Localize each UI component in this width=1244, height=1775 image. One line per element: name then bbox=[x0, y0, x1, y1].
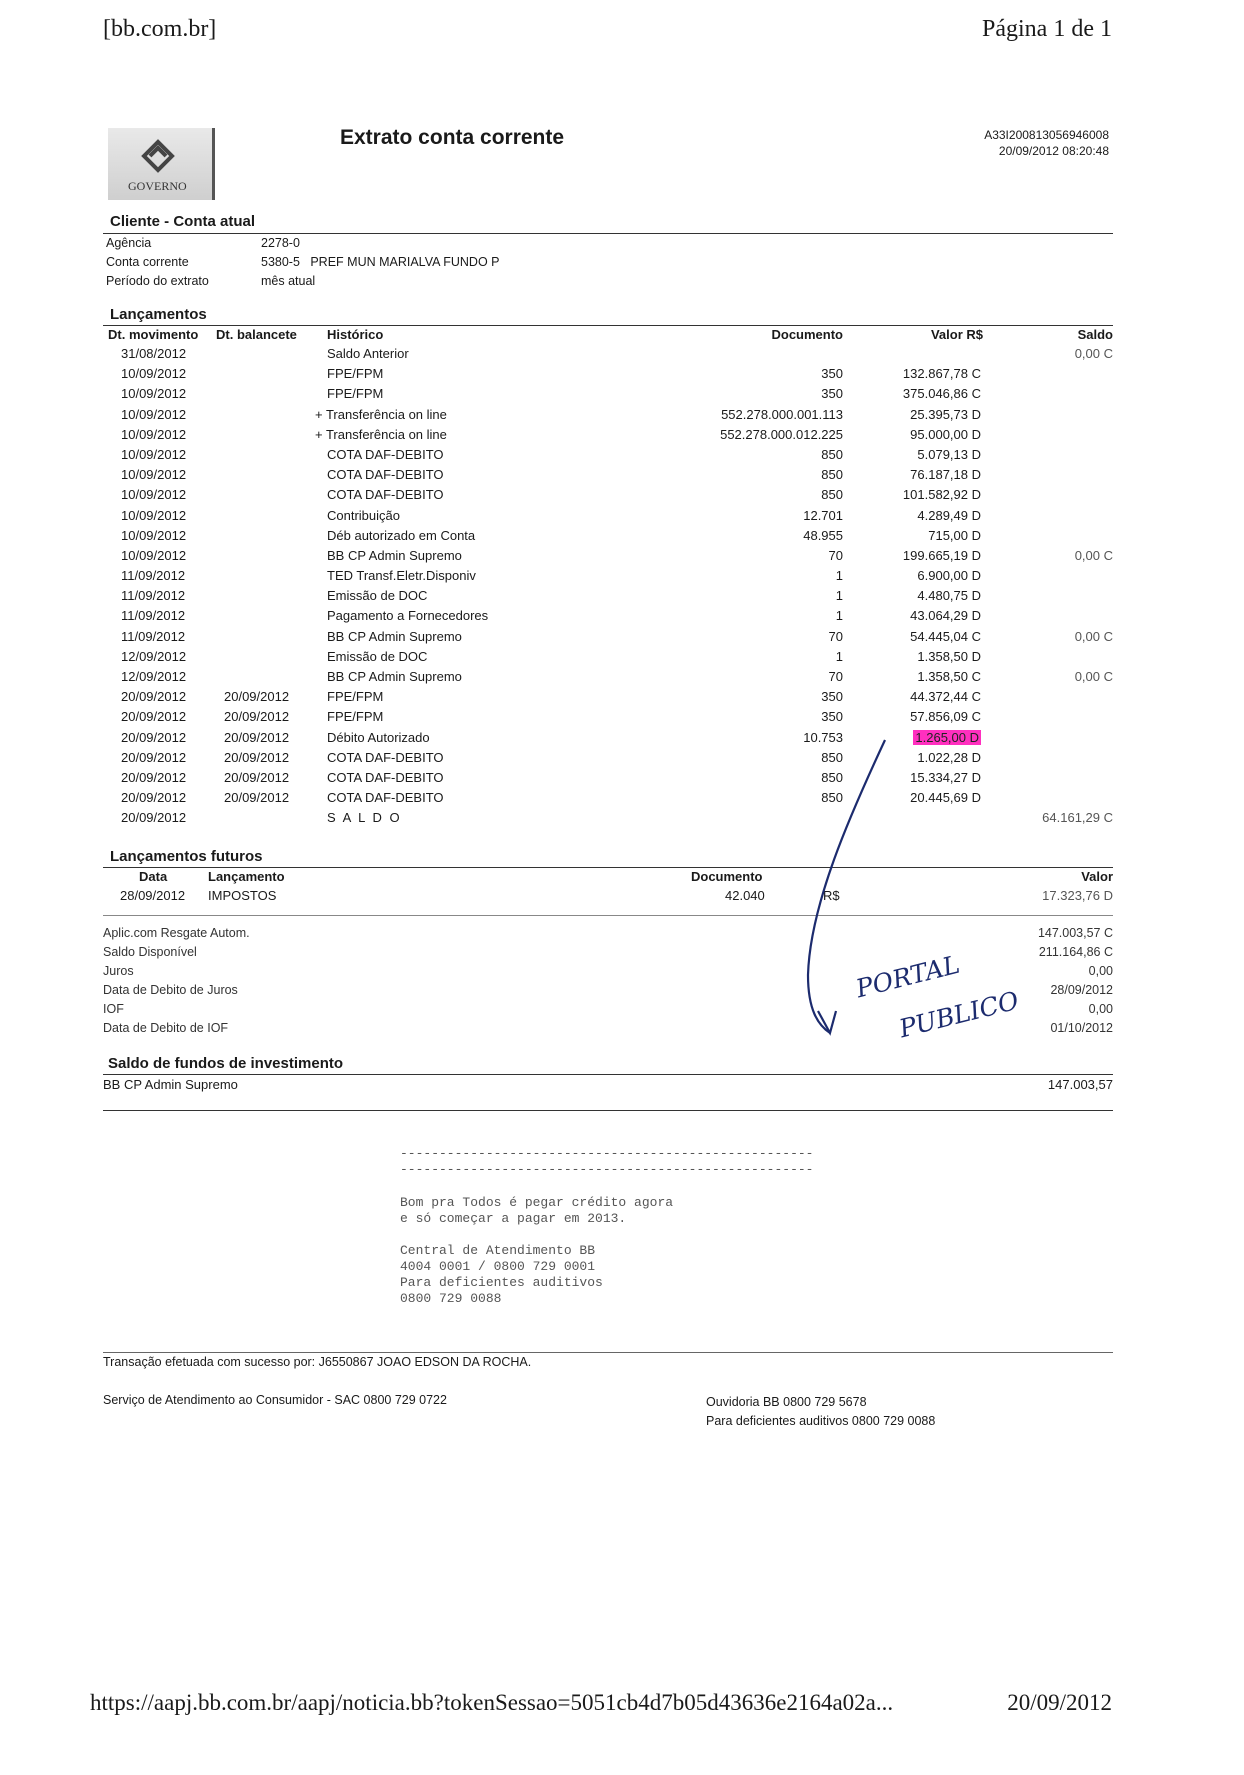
cell-dt-movimento: 12/09/2012 bbox=[121, 648, 187, 664]
cell-documento: 48.955 bbox=[803, 527, 843, 543]
cell-documento: 350 bbox=[821, 366, 843, 382]
cell-historico: + Transferência on line bbox=[315, 426, 447, 442]
notice-dashes-2: ----------------------------------------------------- bbox=[400, 1162, 814, 1177]
cell-historico: COTA DAF-DEBITO bbox=[327, 749, 444, 765]
cell-historico: COTA DAF-DEBITO bbox=[327, 769, 444, 785]
section-fundos: Saldo de fundos de investimento bbox=[108, 1055, 344, 1072]
summary-label: Juros bbox=[103, 964, 134, 978]
table-header bbox=[103, 327, 1113, 345]
cell-dt-movimento: 20/09/2012 bbox=[121, 729, 187, 745]
table-row bbox=[103, 528, 1113, 548]
page-header-pagination: Página 1 de 1 bbox=[982, 16, 1112, 42]
cell-dt-movimento: 20/09/2012 bbox=[121, 810, 187, 826]
document-datetime: 20/09/2012 08:20:48 bbox=[998, 144, 1109, 158]
cell-historico: FPE/FPM bbox=[327, 386, 384, 402]
col-dt-movimento: Dt. movimento bbox=[108, 327, 199, 342]
cell-dt-balancete: 20/09/2012 bbox=[224, 769, 290, 785]
cell-dt-balancete: 20/09/2012 bbox=[224, 749, 290, 765]
cell-dt-movimento: 20/09/2012 bbox=[121, 769, 187, 785]
summary-value: 147.003,57 C bbox=[1037, 926, 1113, 940]
col-valor: Valor bbox=[1081, 869, 1113, 884]
cell-dt-movimento: 10/09/2012 bbox=[121, 406, 187, 422]
table-row bbox=[103, 689, 1113, 709]
cell-historico: FPE/FPM bbox=[327, 689, 384, 705]
table-row bbox=[103, 548, 1113, 568]
cell-valor: 199.665,19 D bbox=[902, 547, 981, 563]
section-lancamentos: Lançamentos bbox=[110, 306, 207, 323]
cell-historico: Déb autorizado em Conta bbox=[327, 527, 476, 543]
field-value-periodo: mês atual bbox=[261, 274, 316, 288]
cliente-fields bbox=[106, 236, 806, 293]
cell-historico: BB CP Admin Supremo bbox=[327, 669, 462, 684]
logo-label: GOVERNO bbox=[128, 179, 187, 193]
table-row bbox=[103, 608, 1113, 628]
table-row bbox=[103, 568, 1113, 588]
section-cliente: Cliente - Conta atual bbox=[110, 213, 256, 230]
bank-logo bbox=[108, 128, 215, 200]
notice-line: 0800 729 0088 bbox=[400, 1291, 502, 1306]
summary-label: Data de Debito de Juros bbox=[103, 983, 238, 997]
fundo-label: BB CP Admin Supremo bbox=[103, 1077, 238, 1092]
cell-valor: 57.856,09 C bbox=[910, 709, 981, 725]
cell-historico: FPE/FPM bbox=[327, 709, 384, 725]
fundo-row bbox=[103, 1077, 1113, 1095]
cell-valor: 375.046,86 C bbox=[902, 386, 981, 402]
cell-valor: 25.395,73 D bbox=[910, 406, 981, 422]
futuro-valor: 17.323,76 D bbox=[1042, 888, 1113, 903]
summary-value: 0,00 bbox=[1088, 1002, 1113, 1016]
cell-dt-movimento: 11/09/2012 bbox=[121, 628, 186, 644]
cell-dt-movimento: 10/09/2012 bbox=[121, 527, 187, 543]
cell-documento: 12.701 bbox=[803, 507, 843, 523]
cell-documento: 850 bbox=[821, 790, 843, 806]
cell-dt-movimento: 10/09/2012 bbox=[121, 426, 187, 442]
notice-line bbox=[400, 1227, 673, 1243]
cell-historico: Saldo Anterior bbox=[327, 346, 409, 361]
table-row bbox=[103, 709, 1113, 729]
ouvidoria-line1: Ouvidoria BB 0800 729 5678 bbox=[706, 1395, 867, 1409]
col-data: Data bbox=[139, 869, 168, 884]
cell-valor: 44.372,44 C bbox=[910, 689, 981, 705]
transaction-status: Transação efetuada com sucesso por: J6550867 JOAO EDSON DA ROCHA. bbox=[103, 1355, 532, 1369]
cell-documento: 552.278.000.012.225 bbox=[720, 426, 843, 442]
cell-saldo: 0,00 C bbox=[1074, 628, 1113, 644]
summary-value: 01/10/2012 bbox=[1050, 1021, 1113, 1035]
summary-label: IOF bbox=[103, 1002, 124, 1016]
cell-documento: 70 bbox=[828, 547, 843, 563]
cell-valor: 76.187,18 D bbox=[910, 467, 981, 483]
cell-documento: 850 bbox=[821, 467, 843, 483]
cell-documento: 70 bbox=[828, 628, 843, 644]
cell-dt-movimento: 20/09/2012 bbox=[121, 749, 187, 765]
cell-dt-movimento: 20/09/2012 bbox=[121, 709, 187, 725]
notice-line: Para deficientes auditivos bbox=[400, 1275, 603, 1290]
cell-dt-movimento: 31/08/2012 bbox=[121, 346, 187, 361]
cell-historico: TED Transf.Eletr.Disponiv bbox=[327, 568, 476, 584]
summary-value: 211.164,86 C bbox=[1038, 945, 1113, 959]
cell-documento: 70 bbox=[828, 669, 843, 684]
sac-info: Serviço de Atendimento ao Consumidor - SAC 0800 729 0722 bbox=[103, 1393, 447, 1407]
cell-historico: BB CP Admin Supremo bbox=[327, 547, 462, 563]
divider bbox=[103, 1352, 1113, 1353]
col-dt-balancete: Dt. balancete bbox=[216, 327, 297, 342]
cell-dt-movimento: 20/09/2012 bbox=[121, 790, 187, 806]
col-historico: Histórico bbox=[327, 327, 384, 342]
cell-historico: S A L D O bbox=[327, 810, 402, 826]
field-value-agencia: 2278-0 bbox=[261, 236, 300, 250]
cell-valor: 1.358,50 C bbox=[917, 669, 981, 684]
cell-documento: 1 bbox=[835, 648, 843, 664]
field-value-conta: 5380-5 PREF MUN MARIALVA FUNDO P bbox=[261, 255, 500, 269]
cell-valor: 6.900,00 D bbox=[917, 568, 981, 584]
col-valor: Valor R$ bbox=[930, 327, 983, 342]
field-label-periodo: Período do extrato bbox=[106, 274, 209, 288]
cell-dt-movimento: 10/09/2012 bbox=[121, 547, 187, 563]
cell-historico: Pagamento a Fornecedores bbox=[327, 608, 489, 624]
cell-historico: Contribuição bbox=[327, 507, 400, 523]
cell-valor: 101.582,92 D bbox=[902, 487, 981, 503]
table-row bbox=[103, 629, 1113, 649]
cell-historico: BB CP Admin Supremo bbox=[327, 628, 462, 644]
cell-dt-movimento: 11/09/2012 bbox=[121, 608, 186, 624]
cell-valor: 715,00 D bbox=[928, 527, 981, 543]
divider bbox=[103, 1110, 1113, 1111]
cell-documento: 552.278.000.001.113 bbox=[721, 406, 843, 422]
col-lancamento: Lançamento bbox=[208, 869, 285, 884]
summary-value: 0,00 bbox=[1088, 964, 1113, 978]
field-label-agencia: Agência bbox=[106, 236, 152, 250]
col-saldo: Saldo bbox=[1077, 327, 1113, 342]
cell-historico: COTA DAF-DEBITO bbox=[327, 467, 444, 483]
cell-documento: 850 bbox=[821, 487, 843, 503]
cell-historico: + Transferência on line bbox=[315, 406, 447, 422]
table-row bbox=[103, 427, 1113, 447]
divider bbox=[103, 233, 1113, 234]
cell-dt-movimento: 10/09/2012 bbox=[121, 446, 187, 462]
col-documento: Documento bbox=[771, 327, 843, 342]
footer-date: 20/09/2012 bbox=[1007, 1690, 1112, 1715]
fundo-value: 147.003,57 bbox=[1047, 1077, 1113, 1092]
notice-text bbox=[400, 1195, 673, 1307]
section-futuros: Lançamentos futuros bbox=[110, 848, 263, 865]
cell-dt-movimento: 10/09/2012 bbox=[121, 487, 187, 503]
table-row bbox=[103, 588, 1113, 608]
cell-dt-movimento: 11/09/2012 bbox=[121, 588, 186, 604]
cell-dt-balancete: 20/09/2012 bbox=[224, 709, 290, 725]
cell-dt-movimento: 10/09/2012 bbox=[121, 507, 187, 523]
futuro-data: 28/09/2012 bbox=[120, 888, 186, 903]
cell-historico: Débito Autorizado bbox=[327, 729, 430, 745]
page-header-site: [bb.com.br] bbox=[103, 16, 217, 42]
table-row bbox=[103, 386, 1113, 406]
cell-valor: 5.079,13 D bbox=[917, 446, 981, 462]
cell-dt-balancete: 20/09/2012 bbox=[224, 729, 290, 745]
cell-historico: COTA DAF-DEBITO bbox=[327, 487, 444, 503]
cell-valor: 54.445,04 C bbox=[910, 628, 981, 644]
summary-label: Aplic.com Resgate Autom. bbox=[103, 926, 250, 940]
cell-valor: 20.445,69 D bbox=[910, 790, 981, 806]
footer-url: https://aapj.bb.com.br/aapj/noticia.bb?tokenSessao=5051cb4d7b05d43636e2164a02a... bbox=[90, 1690, 894, 1715]
table-row bbox=[103, 346, 1113, 366]
cell-dt-movimento: 11/09/2012 bbox=[121, 568, 186, 584]
cell-saldo: 0,00 C bbox=[1074, 547, 1113, 563]
summary-label: Saldo Disponível bbox=[103, 945, 197, 959]
cell-documento: 850 bbox=[821, 446, 843, 462]
cell-dt-balancete: 20/09/2012 bbox=[224, 689, 290, 705]
cell-dt-movimento: 12/09/2012 bbox=[121, 669, 187, 684]
cell-valor: 1.265,00 D bbox=[915, 729, 979, 745]
cell-historico: FPE/FPM bbox=[327, 366, 384, 382]
cell-valor: 4.289,49 D bbox=[917, 507, 981, 523]
cell-saldo: 64.161,29 C bbox=[1042, 810, 1113, 826]
cell-valor: 132.867,78 C bbox=[902, 366, 981, 382]
table-row bbox=[103, 467, 1113, 487]
bb-logo-icon bbox=[128, 134, 188, 178]
cell-dt-movimento: 10/09/2012 bbox=[121, 467, 187, 483]
cell-documento: 850 bbox=[821, 749, 843, 765]
cell-historico: COTA DAF-DEBITO bbox=[327, 790, 444, 806]
cell-saldo: 0,00 C bbox=[1074, 346, 1113, 361]
document-number: A33I200813056946008 bbox=[984, 128, 1109, 142]
futuro-lancamento: IMPOSTOS bbox=[208, 888, 277, 903]
notice-line: Bom pra Todos é pegar crédito agora bbox=[400, 1195, 674, 1210]
cell-documento: 850 bbox=[821, 769, 843, 785]
table-row bbox=[103, 649, 1113, 669]
cell-valor: 15.334,27 D bbox=[910, 769, 981, 785]
cell-documento: 350 bbox=[821, 689, 843, 705]
cell-documento: 1 bbox=[835, 608, 843, 624]
cell-valor: 1.358,50 D bbox=[917, 648, 981, 664]
handwriting-line2: PUBLICO bbox=[896, 985, 1022, 1044]
ouvidoria-line2: Para deficientes auditivos 0800 729 0088 bbox=[706, 1414, 936, 1428]
cell-documento: 1 bbox=[835, 588, 843, 604]
summary-label: Data de Debito de IOF bbox=[103, 1021, 229, 1035]
cell-historico: Emissão de DOC bbox=[327, 588, 428, 604]
cell-valor: 95.000,00 D bbox=[910, 426, 981, 442]
cell-valor: 1.022,28 D bbox=[917, 749, 981, 765]
ouvidoria-info bbox=[706, 1393, 935, 1431]
notice-line: Central de Atendimento BB bbox=[400, 1243, 596, 1258]
col-documento: Documento bbox=[691, 869, 763, 884]
cell-saldo: 0,00 C bbox=[1074, 669, 1113, 684]
table-row bbox=[103, 487, 1113, 507]
table-row bbox=[103, 447, 1113, 467]
cell-historico: COTA DAF-DEBITO bbox=[327, 446, 444, 462]
notice-line: e só começar a pagar em 2013. bbox=[400, 1211, 627, 1226]
cell-documento: 1 bbox=[835, 568, 843, 584]
cell-documento: 350 bbox=[821, 386, 843, 402]
cell-dt-movimento: 20/09/2012 bbox=[121, 689, 187, 705]
cell-dt-movimento: 10/09/2012 bbox=[121, 386, 187, 402]
notice-dashes-1: ----------------------------------------------------- bbox=[400, 1146, 814, 1161]
divider bbox=[103, 325, 1113, 326]
table-row bbox=[103, 508, 1113, 528]
document-id bbox=[984, 127, 1109, 159]
futuro-currency: R$ bbox=[823, 888, 840, 903]
summary-value: 28/09/2012 bbox=[1050, 983, 1113, 997]
table-row bbox=[103, 366, 1113, 386]
notice-line: 4004 0001 / 0800 729 0001 bbox=[400, 1259, 596, 1274]
cell-dt-balancete: 20/09/2012 bbox=[224, 790, 290, 806]
cell-dt-movimento: 10/09/2012 bbox=[121, 366, 187, 382]
futuro-documento: 42.040 bbox=[725, 888, 765, 903]
table-row bbox=[103, 669, 1113, 689]
cell-documento: 10.753 bbox=[803, 729, 843, 745]
page-title: Extrato conta corrente bbox=[340, 126, 565, 149]
cell-documento: 350 bbox=[821, 709, 843, 725]
field-label-conta: Conta corrente bbox=[106, 255, 189, 269]
divider bbox=[103, 1074, 1113, 1075]
table-row bbox=[103, 407, 1113, 427]
cell-historico: Emissão de DOC bbox=[327, 648, 428, 664]
handwriting-line1: PORTAL bbox=[853, 949, 963, 1004]
cell-valor: 4.480,75 D bbox=[917, 588, 981, 604]
cell-valor: 43.064,29 D bbox=[910, 608, 981, 624]
